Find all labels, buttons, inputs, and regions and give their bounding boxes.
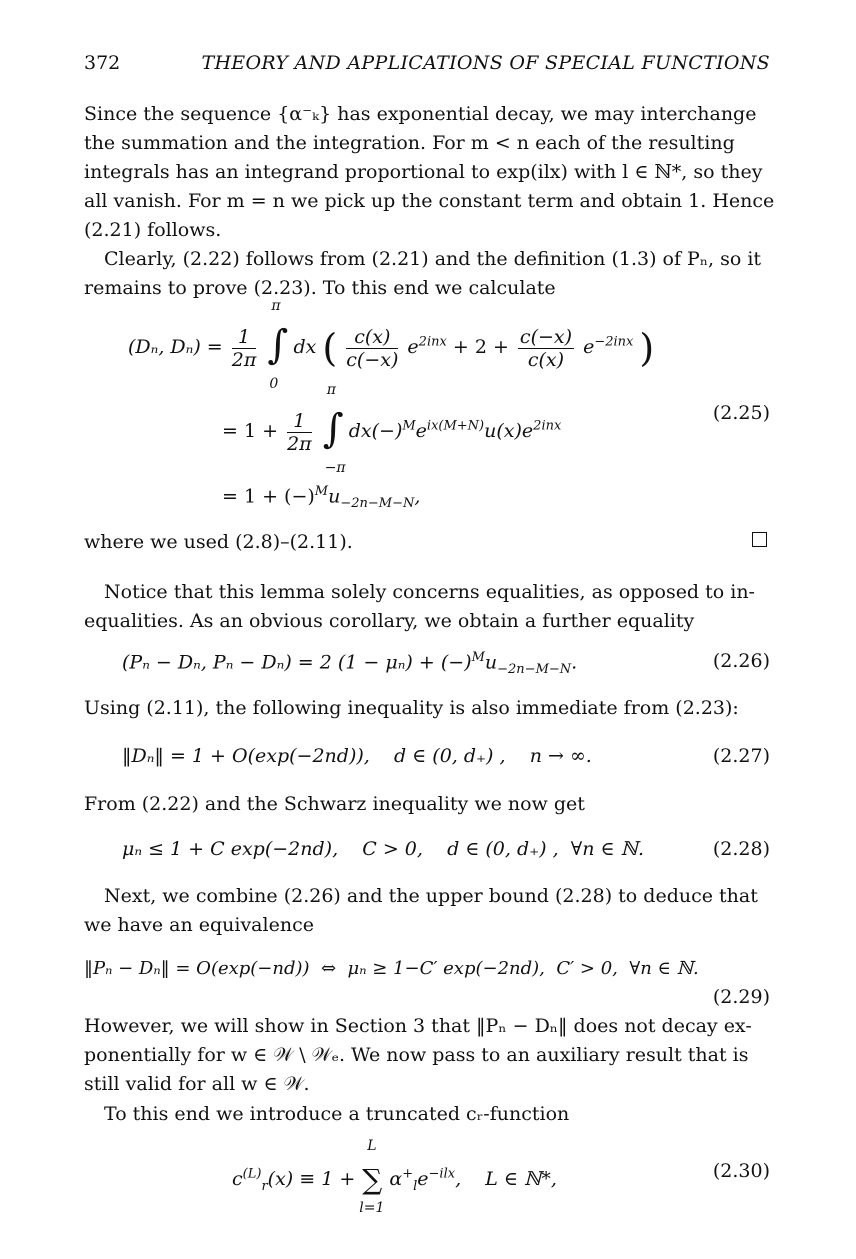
exp-base: e bbox=[407, 336, 419, 358]
text-line: we have an equivalence bbox=[84, 914, 314, 936]
subscript: l bbox=[413, 1178, 418, 1194]
integrand: e bbox=[415, 420, 427, 442]
summation-sign: L ∑ l=1 bbox=[359, 1138, 385, 1216]
integral-lower-limit: −π bbox=[324, 460, 346, 476]
sum-lower-limit: l=1 bbox=[359, 1200, 385, 1216]
paragraph-1 bbox=[84, 100, 775, 245]
paragraph-4 bbox=[84, 578, 770, 636]
paragraph-5 bbox=[84, 694, 770, 723]
equation-number: (2.28) bbox=[712, 838, 770, 860]
fraction-numerator: 1 bbox=[287, 410, 312, 433]
exponent: ix(M+N) bbox=[426, 418, 485, 434]
exponent: −ilx bbox=[428, 1166, 456, 1182]
equation-2-30 bbox=[232, 1138, 557, 1216]
eq-term: , bbox=[414, 485, 421, 508]
exponent: M bbox=[314, 484, 329, 499]
exp-base: e bbox=[583, 336, 595, 358]
equation-2-28 bbox=[122, 838, 644, 860]
eq-term: ‖Pₙ − Dₙ‖ = O(exp(−nd)) ⇔ μₙ ≥ 1−C′ exp(−2nd), C′ > 0, ∀n ∈ ℕ. bbox=[84, 958, 699, 979]
eq-term: u bbox=[328, 485, 341, 508]
text-line: still valid for all w ∈ 𝒲. bbox=[84, 1073, 310, 1095]
fraction-numerator: 1 bbox=[232, 326, 257, 349]
eq-operator: = 1 + bbox=[222, 420, 279, 442]
integral-lower-limit: 0 bbox=[269, 376, 279, 392]
text-line: where we used (2.8)–(2.11). bbox=[84, 531, 353, 553]
eq-term: ‖Dₙ‖ = 1 + O(exp(−2nd)), d ∈ (0, d₊) , n → ∞. bbox=[122, 745, 592, 767]
text-line: equalities. As an obvious corollary, we obtain a further equality bbox=[84, 610, 695, 632]
fraction-denominator: c(−x) bbox=[346, 348, 399, 371]
eq-term: , L ∈ ℕ*, bbox=[455, 1168, 557, 1190]
text-line: all vanish. For m = n we pick up the constant term and obtain 1. Hence bbox=[84, 190, 775, 212]
eq-term: u bbox=[484, 651, 498, 674]
eq-term: = 1 + (−) bbox=[222, 485, 315, 508]
integral-upper-limit: π bbox=[271, 298, 281, 314]
paragraph-9 bbox=[84, 1100, 770, 1129]
eq-term: α bbox=[389, 1168, 403, 1190]
exponent: −2inx bbox=[594, 334, 634, 350]
page-number: 372 bbox=[84, 52, 121, 74]
text-line: remains to prove (2.23). To this end we calculate bbox=[84, 277, 556, 299]
eq-term: (Pₙ − Dₙ, Pₙ − Dₙ) = 2 (1 − μₙ) + (−) bbox=[122, 651, 472, 674]
fraction-denominator: 2π bbox=[287, 432, 312, 455]
equation-2-26 bbox=[122, 650, 577, 677]
exponent: M bbox=[471, 650, 485, 665]
text-line: Since the sequence {α⁻ₖ} has exponential decay, we may interchange bbox=[84, 103, 757, 125]
text-line: integrals has an integrand proportional to exp(ilx) with l ∈ ℕ*, so they bbox=[84, 161, 763, 183]
superscript: + bbox=[402, 1166, 414, 1182]
fraction-numerator: c(x) bbox=[346, 326, 398, 349]
sum-upper-limit: L bbox=[367, 1138, 377, 1154]
integral-sign: π ∫ 0 bbox=[267, 298, 289, 392]
fraction-numerator: c(−x) bbox=[519, 325, 573, 348]
equation-number: (2.26) bbox=[712, 650, 770, 672]
exponent: 2inx bbox=[418, 334, 447, 350]
paragraph-3 bbox=[84, 528, 770, 557]
equation-number: (2.27) bbox=[712, 745, 770, 767]
exponent: 2inx bbox=[533, 418, 562, 434]
equation-2-27 bbox=[122, 745, 592, 767]
equation-2-25-row-1: (Dₙ, Dₙ) = $\frac{1}{2\pi}$ π ∫ 0 dx ( $\frac{c(x)}{c(-x)}$ $e^{2inx} + 2$ + $\frac{c(-x)}{c(x)}$ $e^{-2inx}$ ) bbox=[128, 298, 655, 392]
text-line: To this end we introduce a truncated cᵣ-function bbox=[104, 1103, 570, 1125]
running-header bbox=[84, 52, 770, 80]
equation-2-25-row-3 bbox=[222, 484, 420, 511]
subscript: −2n−M−N bbox=[340, 496, 415, 512]
superscript: (L) bbox=[242, 1166, 262, 1182]
paragraph-8 bbox=[84, 1012, 770, 1099]
qed-box-icon bbox=[752, 532, 767, 547]
equation-2-25-row-2 bbox=[222, 382, 562, 476]
text-line: Next, we combine (2.26) and the upper bound (2.28) to deduce that bbox=[104, 885, 758, 907]
paragraph-6 bbox=[84, 790, 770, 819]
text-line: (2.21) follows. bbox=[84, 219, 222, 241]
paragraph-7 bbox=[84, 882, 770, 940]
running-title: THEORY AND APPLICATIONS OF SPECIAL FUNCTIONS bbox=[201, 52, 770, 74]
integrand: u(x)e bbox=[484, 420, 534, 442]
exponent: M bbox=[402, 418, 416, 434]
exp-base: e bbox=[417, 1168, 429, 1190]
paragraph-2 bbox=[84, 245, 770, 303]
eq-operator: + 2 + bbox=[452, 336, 509, 358]
text-line: Using (2.11), the following inequality is also immediate from (2.23): bbox=[84, 697, 739, 719]
text-line: the summation and the integration. For m < n each of the resulting bbox=[84, 132, 735, 154]
fraction-denominator: c(x) bbox=[527, 348, 565, 371]
eq-term: . bbox=[571, 651, 578, 674]
text-line: Clearly, (2.22) follows from (2.21) and the definition (1.3) of Pₙ, so it bbox=[104, 248, 762, 270]
differential: dx bbox=[293, 336, 317, 358]
equation-number: (2.25) bbox=[712, 402, 770, 424]
text-line: However, we will show in Section 3 that ‖Pₙ − Dₙ‖ does not decay ex- bbox=[84, 1015, 752, 1037]
equation-2-29 bbox=[84, 958, 699, 979]
eq-term: (x) ≡ 1 + bbox=[267, 1168, 356, 1190]
integral-upper-limit: π bbox=[326, 382, 336, 398]
eq-lhs: (Dₙ, Dₙ) = bbox=[128, 336, 223, 358]
integral-sign: π ∫ −π bbox=[322, 382, 346, 476]
text-line: Notice that this lemma solely concerns equalities, as opposed to in- bbox=[104, 581, 755, 603]
eq-term: c bbox=[232, 1168, 243, 1190]
equation-number: (2.30) bbox=[712, 1160, 770, 1182]
fraction-denominator: 2π bbox=[231, 348, 257, 371]
text-line: From (2.22) and the Schwarz inequality we now get bbox=[84, 793, 585, 815]
subscript: −2n−M−N bbox=[497, 662, 572, 678]
subscript: r bbox=[261, 1178, 268, 1194]
eq-term: μₙ ≤ 1 + C exp(−2nd), C > 0, d ∈ (0, d₊) , ∀n ∈ ℕ. bbox=[122, 838, 644, 860]
integrand: dx(−) bbox=[348, 420, 403, 442]
text-line: ponentially for w ∈ 𝒲 \ 𝒲ₑ. We now pass to an auxiliary result that is bbox=[84, 1044, 749, 1066]
equation-number: (2.29) bbox=[712, 986, 770, 1008]
